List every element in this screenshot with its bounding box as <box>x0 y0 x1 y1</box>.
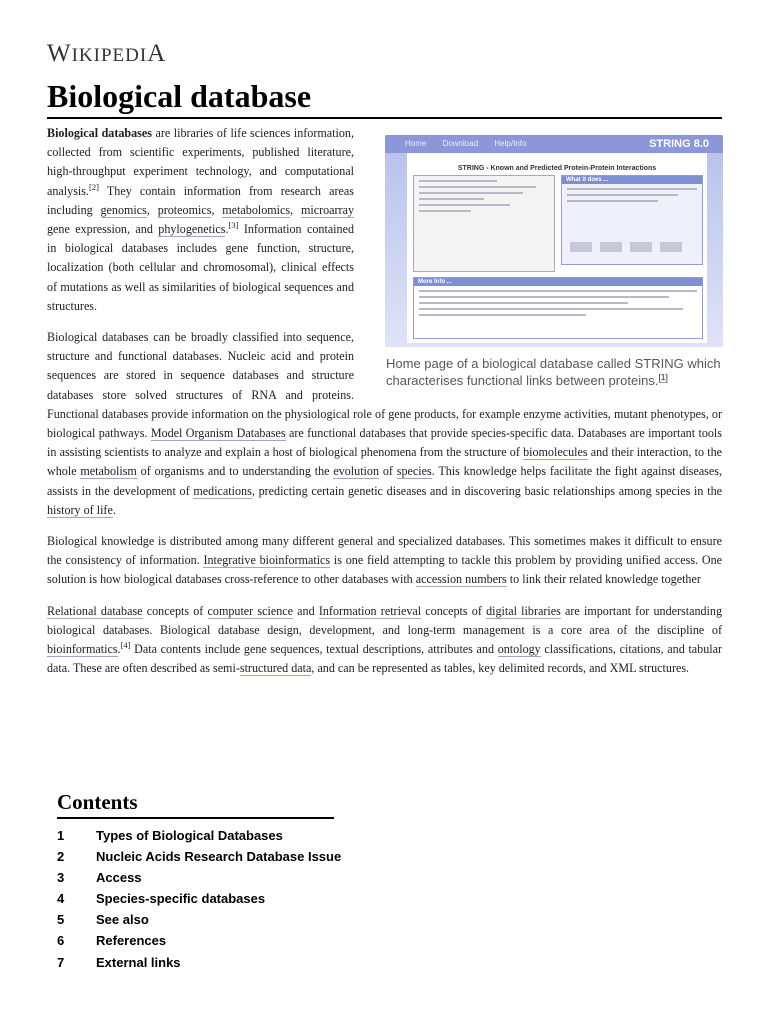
link-ontology[interactable]: ontology <box>497 642 541 657</box>
screenshot-heading: STRING - Known and Predicted Protein-Protein Interactions <box>457 165 657 172</box>
figure-caption <box>386 355 722 389</box>
screenshot-navbar <box>385 135 723 153</box>
link-proteomics[interactable]: proteomics <box>157 202 212 217</box>
wikipedia-wordmark[interactable] <box>47 40 166 68</box>
title-divider <box>47 117 722 119</box>
text: are functional databases that provide species-specific data. Databases are important tools in assisting scientists to analyze and explain a host of biological phenomena from the structure of <box>47 426 722 460</box>
link-phylogenetics[interactable]: phylogenetics <box>158 222 226 237</box>
text: . This knowledge helps facilitate the fight against diseases, assists in the development of <box>47 464 722 498</box>
text: to link their related knowledge together <box>506 572 701 587</box>
toc-number: 6 <box>57 933 65 949</box>
toc-link[interactable]: References <box>96 933 167 949</box>
link-metabolomics[interactable]: metabolomics <box>222 202 291 217</box>
text: , <box>146 202 158 217</box>
link-computer-science[interactable]: computer science <box>207 603 293 618</box>
screenshot-info-box <box>561 175 703 265</box>
link-microarray[interactable]: microarray <box>300 202 354 217</box>
toc-number: 4 <box>57 891 65 907</box>
text: Biological knowledge is distributed among many different general and specialized databases. This sometimes makes it difficult to ensure the consistency of information. <box>47 534 722 568</box>
toc-divider <box>57 817 334 819</box>
text: They contain information from research areas including <box>47 183 354 217</box>
toc-link[interactable]: Access <box>96 870 142 886</box>
citation-link[interactable]: [2] <box>89 181 99 192</box>
link-information-retrieval[interactable]: Information retrieval <box>318 603 422 618</box>
text: concepts of <box>421 603 487 618</box>
toc-title: Contents <box>57 790 138 814</box>
bold-term: Biological databases <box>47 126 152 140</box>
text: . <box>112 502 116 517</box>
screenshot-nav-item: Help/Info <box>494 139 527 148</box>
text: and their interaction, to the whole <box>47 445 722 479</box>
paragraph-integration <box>47 532 722 590</box>
text: gene expression, and <box>47 222 159 237</box>
toc-number: 5 <box>57 912 65 928</box>
citation-link[interactable]: [3] <box>228 219 239 230</box>
link-relational-database[interactable]: Relational database <box>47 603 143 618</box>
toc-number: 1 <box>57 828 65 843</box>
screenshot-evidence-icons <box>570 242 694 256</box>
wordmark-letter: W <box>47 40 72 67</box>
wordmark-letters: IKIPEDI <box>71 45 148 66</box>
toc-item[interactable] <box>57 867 357 888</box>
link-structured-data[interactable]: structured data <box>239 661 312 676</box>
string-homepage-screenshot[interactable] <box>385 135 723 347</box>
link-accession-numbers[interactable]: accession numbers <box>415 572 507 587</box>
toc-item[interactable] <box>57 846 357 867</box>
caption-text: Home page of a biological database called STRING which characterises functional links between proteins. <box>386 356 721 388</box>
toc-link[interactable]: External links <box>96 954 181 970</box>
table-of-contents <box>57 788 357 973</box>
toc-link[interactable]: Species-specific databases <box>96 891 266 907</box>
toc-item[interactable] <box>57 825 357 846</box>
link-digital-libraries[interactable]: digital libraries <box>486 603 561 618</box>
toc-number: 3 <box>57 870 65 886</box>
text: Biological databases can be broadly classified into sequence, structure and functional databases. Nucleic acid and protein sequences are stored in sequence databases and structure databases store solved structures of RNA and proteins. Functional databases provide information on the physiological role of gene products, for example enzyme activities, mutant phenotypes, or biological pathways. <box>47 330 722 441</box>
paragraph-concepts <box>47 602 722 679</box>
toc-link[interactable]: See also <box>96 912 149 928</box>
text: Data contents include gene sequences, textual descriptions, attributes and <box>130 642 498 657</box>
page-title: Biological database <box>47 78 312 114</box>
text: and <box>292 603 319 618</box>
text: . <box>225 222 229 237</box>
text: . <box>117 642 121 657</box>
citation-link[interactable]: [4] <box>120 640 131 651</box>
link-genomics[interactable]: genomics <box>100 202 147 217</box>
text: are important for understanding biological databases. Biological database design, development, and long-term management is a core area of the discipline of <box>47 603 723 637</box>
article-body <box>47 124 722 690</box>
text: of <box>379 464 397 479</box>
text: , <box>211 202 223 217</box>
link-bioinformatics[interactable]: bioinformatics <box>47 642 118 657</box>
text: , and can be represented as tables, key delimited records, and XML structures. <box>311 661 690 676</box>
link-metabolism[interactable]: metabolism <box>80 464 137 479</box>
wordmark-letter: A <box>147 40 167 67</box>
link-species[interactable]: species <box>396 464 432 479</box>
toc-item[interactable] <box>57 952 357 973</box>
text: is one field attempting to tackle this problem by providing unified access. One solution is how biological databases cross-reference to other databases with <box>47 553 722 587</box>
toc-number: 7 <box>57 954 65 970</box>
link-integrative-bioinformatics[interactable]: Integrative bioinformatics <box>203 553 331 568</box>
toc-link[interactable]: Nucleic Acids Research Database Issue <box>96 849 342 865</box>
screenshot-more-info <box>413 277 703 339</box>
screenshot-nav-item: Download <box>442 139 479 148</box>
link-medications[interactable]: medications <box>193 483 252 498</box>
citation-link[interactable]: [1] <box>658 371 668 382</box>
text: of organisms and to understanding the <box>136 464 334 479</box>
screenshot-panel <box>407 153 707 343</box>
link-evolution[interactable]: evolution <box>333 464 380 479</box>
thumbnail-figure <box>379 124 722 389</box>
toc-link[interactable]: Types of Biological Databases <box>96 828 283 843</box>
toc-number: 2 <box>57 849 65 865</box>
toc-item[interactable] <box>57 930 357 951</box>
link-model-organism-databases[interactable]: Model Organism Databases <box>150 426 286 441</box>
string-logo: STRING 8.0 <box>649 138 709 150</box>
toc-item[interactable] <box>57 909 357 930</box>
toc-item[interactable] <box>57 888 357 909</box>
link-history-of-life[interactable]: history of life <box>47 502 113 517</box>
text: , <box>290 202 301 217</box>
screenshot-search-form <box>413 175 555 272</box>
link-biomolecules[interactable]: biomolecules <box>523 445 588 460</box>
text: concepts of <box>142 603 208 618</box>
text: classifications, citations, and tabular data. These are often described as semi- <box>47 642 722 676</box>
screenshot-info-title: What it does ... <box>562 176 702 184</box>
text: are libraries of life sciences information, collected from scientific experiments, published literature, high-throughput experiment technology, and computational analysis. <box>47 126 354 198</box>
text: , predicting certain genetic diseases and in discovering basic relationships among species in the <box>251 483 722 498</box>
screenshot-nav-item: Home <box>405 139 427 148</box>
screenshot-more-info-tab: More Info ... <box>414 278 702 286</box>
text: Information contained in biological databases includes gene function, structure, localization (both cellular and chromosomal), clinical effects of mutations as well as similarities of biological sequences and structures. <box>47 222 355 313</box>
